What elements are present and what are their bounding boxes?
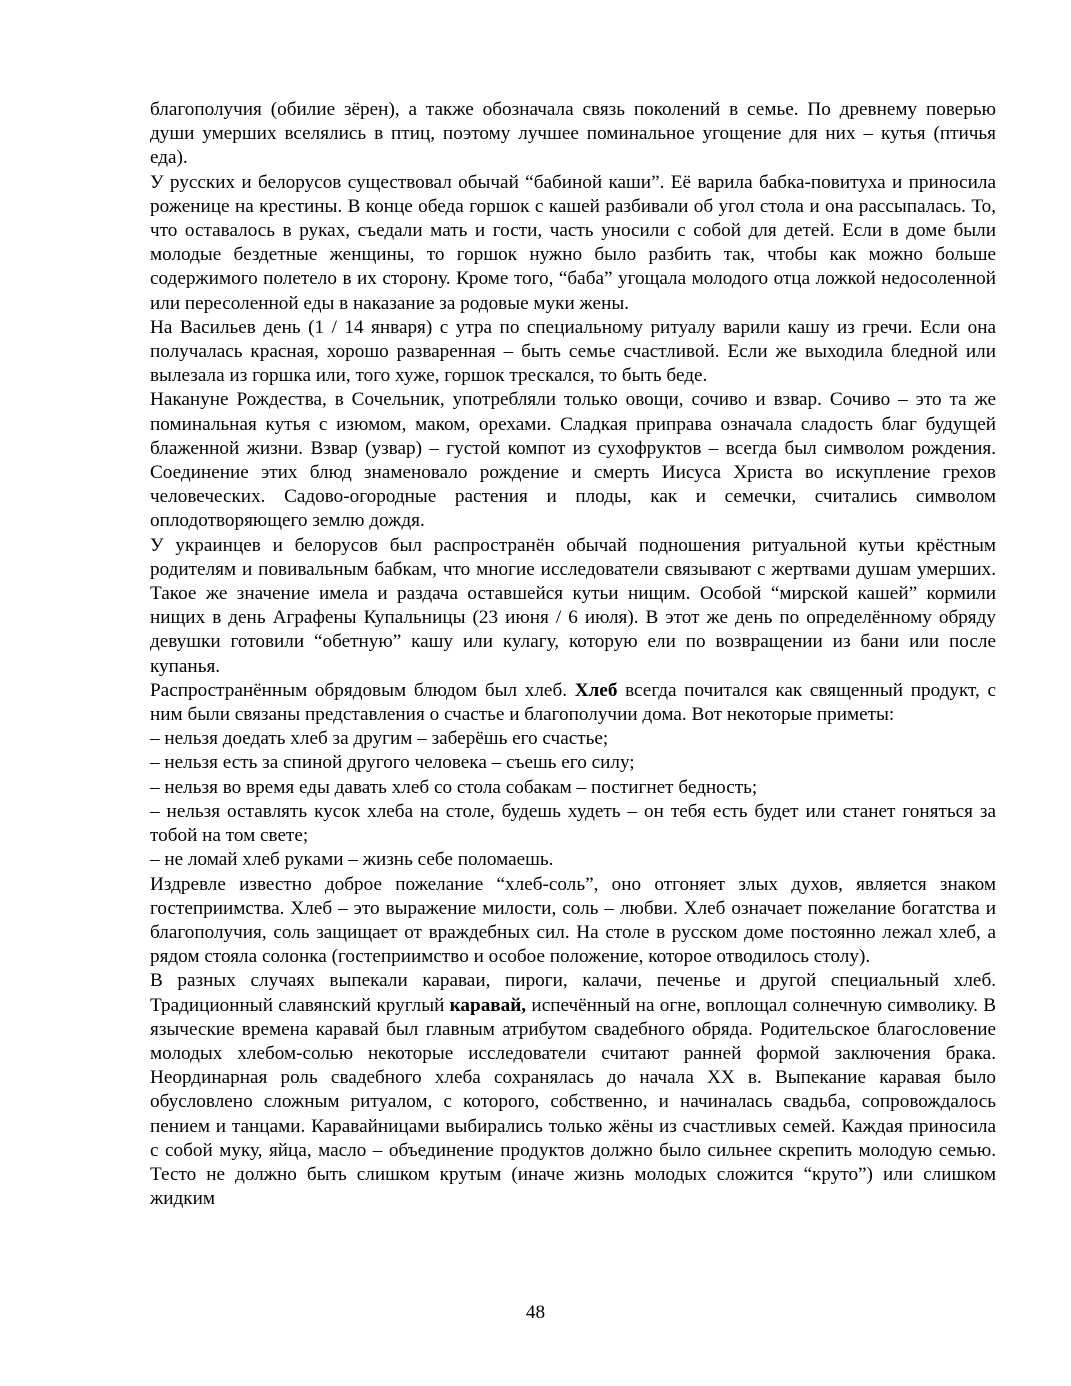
bold-term: Хлеб <box>574 679 618 701</box>
list-item: – нельзя оставлять кусок хлеба на столе, будешь худеть – он тебя есть будет или станет гоняться за тобой на том свете; <box>150 800 996 847</box>
paragraph: У русских и белорусов существовал обычай “бабиной каши”. Её варила бабка-повитуха и приносила роженице на крестины. В конце обеда горшок с кашей разбивали об угол стола и она рассыпалась. То, что оставалось в руках, съедали мать и гости, часть уносили с собой для детей. Если в доме были молодые бездетные женщины, то горшок нужно было разбить так, чтобы как можно больше содержимого полетело в их сторону. Кроме того, “баба” угощала молодого отца ложкой недосоленной или пересоленной еды в наказание за родовые муки жены. <box>150 171 996 314</box>
paragraph: Издревле известно доброе пожелание “хлеб-соль”, оно отгоняет злых духов, является знаком гостеприимства. Хлеб – это выражение милости, соль – любви. Хлеб означает пожелание богатства и благополучия, соль защищает от враждебных сил. На столе в русском доме постоянно лежал хлеб, а рядом стояла солонка (гостеприимство и особое положение, которое отводилось столу). <box>150 873 996 968</box>
paragraph: Накануне Рождества, в Сочельник, употребляли только овощи, сочиво и взвар. Сочиво – это та же поминальная кутья с изюмом, маком, орехами. Сладкая приправа означала сладость благ будущей блаженной жизни. Взвар (узвар) – густой компот из сухофруктов – всегда был символом рождения. Соединение этих блюд знаменовало рождение и смерть Иисуса Христа во искупление грехов человеческих. Садово-огородные растения и плоды, как и семечки, считались символом оплодотворяющего землю дождя. <box>150 389 996 532</box>
page-body <box>150 98 996 1211</box>
paragraph: У украинцев и белорусов был распространён обычай подношения ритуальной кутьи крёстным родителям и повивальным бабкам, что многие исследователи связывают с жертвами душам умерших. Такое же значение имела и раздача оставшейся кутьи нищим. Особой “мирской кашей” кормили нищих в день Аграфены Купальницы (23 июня / 6 июля). В этот же день по определённому обряду девушки готовили “обетную” кашу или кулагу, которую ели по возвращении из бани или после купанья. <box>150 534 996 677</box>
list-item: – нельзя во время еды давать хлеб со стола собакам – постигнет бедность; <box>150 776 758 798</box>
list-item: – нельзя доедать хлеб за другим – заберёшь его счастье; <box>150 728 609 750</box>
list-item: – не ломай хлеб руками – жизнь себе поломаешь. <box>150 849 554 871</box>
list-item: – нельзя есть за спиной другого человека – съешь его силу; <box>150 752 635 774</box>
page-number: 48 <box>525 1302 546 1323</box>
paragraph: В разных случаях выпекали караваи, пироги, калачи, печенье и другой специальный хлеб. Традиционный славянский круглый каравай, испечённый на огне, воплощал солнечную символику. В языческие времена каравай был главным атрибутом свадебного обряда. Родительское благословение молодых хлебом-солью некоторые исследователи считают ранней формой заключения брака. Неординарная роль свадебного хлеба сохранялась до начала XX в. Выпекание каравая было обусловлено сложным ритуалом, с которого, собственно, и начиналась свадьба, сопровождалось пением и танцами. Каравайницами выбирались только жёны из счастливых семей. Каждая приносила с собой муку, яйца, масло – объединение продуктов должно было сильнее скрепить молодую семью. Тесто не должно быть слишком крутым (иначе жизнь молодых сложится “круто”) или слишком жидким <box>150 970 997 1210</box>
bold-term: каравай, <box>449 994 527 1016</box>
paragraph: На Васильев день (1 / 14 января) с утра по специальному ритуалу варили кашу из гречи. Если она получалась красная, хорошо разваренная – быть семье счастливой. Если же выходила бледной или вылезала из горшка или, того хуже, горшок трескался, то быть беде. <box>150 316 996 387</box>
paragraph: Распространённым обрядовым блюдом был хлеб. Хлеб всегда почитался как священный продукт, с ним были связаны представления о счастье и благополучии дома. Вот некоторые приметы: <box>150 679 996 726</box>
paragraph: благополучия (обилие зёрен), а также обозначала связь поколений в семье. По древнему поверью души умерших вселялись в птиц, поэтому лучшее поминальное угощение для них – кутья (птичья еда). <box>150 99 996 169</box>
